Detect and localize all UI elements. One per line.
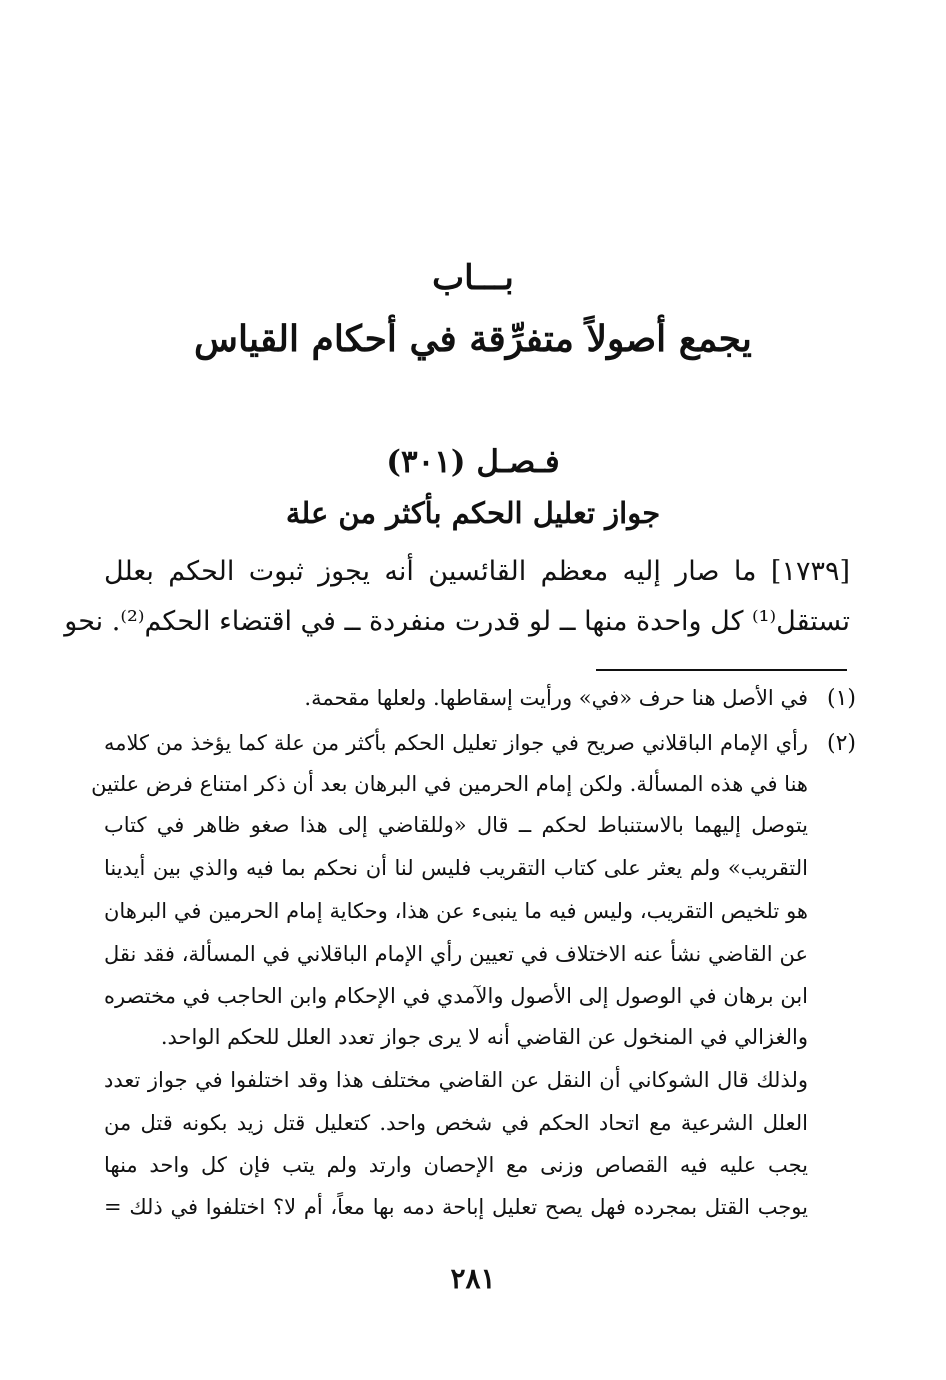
- body-line: [١٧٣٩] ما صار إليه معظم القائسين أنه يجوز ثبوت الحكم بعلل: [104, 556, 850, 587]
- footnote-line: التقريب» ولم يعثر على كتاب التقريب فليس لنا أن نحكم بما فيه والذي بين أيدينا: [104, 856, 808, 880]
- footnote-line: رأي الإمام الباقلاني صريح في جواز تعليل الحكم بأكثر من علة كما يؤخذ من كلامه: [104, 731, 808, 755]
- footnote-line: هنا في هذه المسألة. ولكن إمام الحرمين في البرهان بعد أن ذكر امتناع فرض علتين: [91, 772, 808, 796]
- footnote-line: ابن برهان في الوصول إلى الأصول والآمدي في الإحكام وابن الحاجب في مختصره: [104, 984, 808, 1008]
- footnote-line: يتوصل إليهما بالاستنباط لحكم ــ قال «وللقاضي إلى هذا صغو ظاهر في كتاب: [104, 813, 808, 837]
- footnote-line: في الأصل هنا حرف «في» ورأيت إسقاطها. ولعلها مقحمة.: [304, 686, 808, 710]
- body-line: تستقل⁽¹⁾ كل واحدة منها ــ لو قدرت منفردة ــ في اقتضاء الحكم⁽²⁾. نحو: [64, 606, 850, 637]
- footnote-line: يوجب القتل بمجرده فهل يصح تعليل إباحة دمه بها معاً، أم لا؟ اختلفوا في ذلك =: [104, 1195, 808, 1219]
- footnote-line: عن القاضي نشأ عنه الاختلاف في تعيين رأي الإمام الباقلاني في المسألة، فقد نقل: [104, 942, 808, 966]
- footnote-line: ولذلك قال الشوكاني أن النقل عن القاضي مختلف هذا وقد اختلفوا في جواز تعدد: [104, 1068, 808, 1092]
- footnote-line: هو تلخيص التقريب، وليس فيه ما ينبىء عن هذا، وحكاية إمام الحرمين في البرهان: [104, 899, 808, 923]
- chapter-title: يجمع أصولاً متفرِّقة في أحكام القياس: [194, 318, 752, 360]
- footnote-line: العلل الشرعية مع اتحاد الحكم في شخص واحد. كتعليل قتل زيد بكونه قتل من: [104, 1111, 808, 1135]
- footnote-separator: [596, 669, 847, 671]
- page-number: ٢٨١: [450, 1262, 496, 1295]
- section-subtitle: جواز تعليل الحكم بأكثر من علة: [285, 496, 661, 530]
- footnote-line: يجب عليه فيه القصاص وزنى مع الإحصان وارتد ولم يتب فإن كل واحد منها: [104, 1153, 808, 1177]
- footnote-line: والغزالي في المنخول عن القاضي أنه لا يرى جواز تعدد العلل للحكم الواحد.: [160, 1025, 808, 1049]
- footnote-marker: (١): [826, 686, 856, 711]
- chapter-label: بـــاب: [432, 258, 514, 298]
- footnote-marker: (٢): [826, 731, 856, 756]
- section-heading: (٣٠١) فـصـل: [386, 444, 560, 480]
